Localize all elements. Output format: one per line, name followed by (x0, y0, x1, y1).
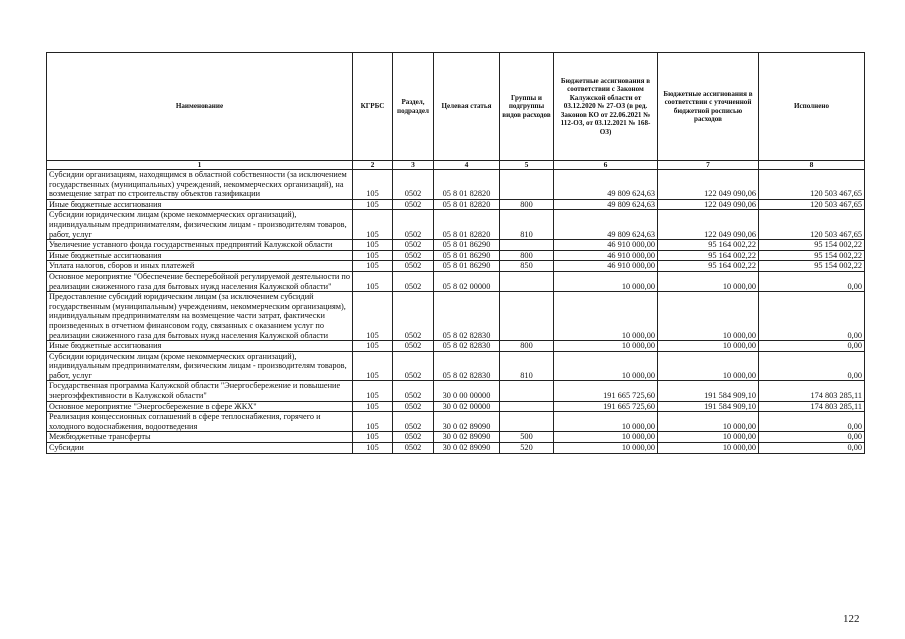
cell-group: 800 (500, 341, 554, 352)
cell-law-amount: 49 809 624,63 (554, 210, 658, 240)
cell-name: Субсидии (47, 443, 353, 454)
header-done: Исполнено (759, 53, 865, 161)
cell-group: 500 (500, 432, 554, 443)
cell-target: 05 8 01 86290 (434, 261, 500, 272)
cell-target: 05 8 02 82830 (434, 341, 500, 352)
cell-section: 0502 (393, 199, 434, 210)
cell-law-amount: 10 000,00 (554, 351, 658, 381)
cell-group (500, 170, 554, 200)
cell-target: 05 8 01 82820 (434, 170, 500, 200)
column-number: 4 (434, 161, 500, 170)
cell-group: 800 (500, 250, 554, 261)
cell-section: 0502 (393, 381, 434, 401)
column-number: 6 (554, 161, 658, 170)
cell-plan-amount: 191 584 909,10 (658, 401, 759, 412)
cell-plan-amount: 122 049 090,06 (658, 210, 759, 240)
table-row (47, 443, 865, 454)
cell-law-amount: 191 665 725,60 (554, 401, 658, 412)
header-section: Раздел, подраздел (393, 53, 434, 161)
table-body (47, 170, 865, 454)
budget-table (46, 52, 865, 454)
cell-group (500, 240, 554, 251)
table-row (47, 170, 865, 200)
cell-plan-amount: 122 049 090,06 (658, 199, 759, 210)
cell-section: 0502 (393, 271, 434, 291)
cell-target: 05 8 02 82830 (434, 292, 500, 341)
header-law: Бюджетные ассигнования в соответствии с Законом Калужской области от 03.12.2020 № 27-ОЗ (в ред. Законов КО от 22.06.2021 № 112-ОЗ, от 03.12.2021 № 168-ОЗ) (554, 53, 658, 161)
table-row (47, 341, 865, 352)
cell-name: Государственная программа Калужской области "Энергосбережение и повышение энергоэффективности в Калужской области" (47, 381, 353, 401)
cell-law-amount: 10 000,00 (554, 292, 658, 341)
cell-group (500, 381, 554, 401)
cell-name: Увеличение уставного фонда государственных предприятий Калужской области (47, 240, 353, 251)
column-number: 3 (393, 161, 434, 170)
cell-executed-amount: 95 154 002,22 (759, 250, 865, 261)
cell-executed-amount: 174 803 285,11 (759, 381, 865, 401)
cell-group: 850 (500, 261, 554, 272)
cell-law-amount: 10 000,00 (554, 412, 658, 432)
table-row (47, 261, 865, 272)
cell-kgrbs: 105 (353, 432, 393, 443)
cell-name: Субсидии юридическим лицам (кроме некоммерческих организаций), индивидуальным предпринимателям, физическим лицам - производителям товаров, работ, услуг (47, 210, 353, 240)
cell-section: 0502 (393, 412, 434, 432)
table-row (47, 250, 865, 261)
cell-name: Основное мероприятие "Энергосбережение в сфере ЖКХ" (47, 401, 353, 412)
table-row (47, 351, 865, 381)
cell-law-amount: 49 809 624,63 (554, 199, 658, 210)
cell-executed-amount: 120 503 467,65 (759, 199, 865, 210)
cell-name: Реализация концессионных соглашений в сфере теплоснабжения, горячего и холодного водоснабжения, водоотведения (47, 412, 353, 432)
header-kgrbs: КГРБС (353, 53, 393, 161)
cell-kgrbs: 105 (353, 443, 393, 454)
cell-plan-amount: 95 164 002,22 (658, 250, 759, 261)
cell-group (500, 292, 554, 341)
cell-group: 810 (500, 210, 554, 240)
cell-name: Уплата налогов, сборов и иных платежей (47, 261, 353, 272)
cell-plan-amount: 95 164 002,22 (658, 240, 759, 251)
cell-kgrbs: 105 (353, 381, 393, 401)
cell-plan-amount: 10 000,00 (658, 341, 759, 352)
table-row (47, 240, 865, 251)
cell-kgrbs: 105 (353, 210, 393, 240)
cell-executed-amount: 0,00 (759, 412, 865, 432)
cell-name: Субсидии организациям, находящимся в областной собственности (за исключением государственных (муниципальных) учреждений, некоммерческих организаций), на возмещение затрат по строительству объектов газификации (47, 170, 353, 200)
cell-law-amount: 10 000,00 (554, 271, 658, 291)
header-row (47, 53, 865, 161)
cell-target: 30 0 00 00000 (434, 381, 500, 401)
cell-name: Иные бюджетные ассигнования (47, 341, 353, 352)
page-number: 122 (843, 613, 860, 625)
table-row (47, 292, 865, 341)
cell-executed-amount: 0,00 (759, 443, 865, 454)
cell-kgrbs: 105 (353, 170, 393, 200)
cell-executed-amount: 120 503 467,65 (759, 170, 865, 200)
cell-law-amount: 10 000,00 (554, 443, 658, 454)
table-row (47, 432, 865, 443)
cell-group (500, 401, 554, 412)
cell-name: Иные бюджетные ассигнования (47, 199, 353, 210)
table-row (47, 381, 865, 401)
header-group: Группы и подгруппы видов расходов (500, 53, 554, 161)
cell-executed-amount: 174 803 285,11 (759, 401, 865, 412)
cell-law-amount: 10 000,00 (554, 341, 658, 352)
cell-law-amount: 46 910 000,00 (554, 240, 658, 251)
cell-plan-amount: 10 000,00 (658, 443, 759, 454)
cell-name: Иные бюджетные ассигнования (47, 250, 353, 261)
header-plan: Бюджетные ассигнования в соответствии с уточненной бюджетной росписью расходов (658, 53, 759, 161)
cell-plan-amount: 10 000,00 (658, 292, 759, 341)
cell-section: 0502 (393, 341, 434, 352)
cell-target: 05 8 02 82830 (434, 351, 500, 381)
cell-target: 05 8 02 00000 (434, 271, 500, 291)
cell-plan-amount: 191 584 909,10 (658, 381, 759, 401)
cell-group (500, 271, 554, 291)
cell-target: 05 8 01 86290 (434, 240, 500, 251)
cell-target: 05 8 01 86290 (434, 250, 500, 261)
cell-plan-amount: 10 000,00 (658, 432, 759, 443)
table-row (47, 210, 865, 240)
cell-kgrbs: 105 (353, 412, 393, 432)
cell-plan-amount: 10 000,00 (658, 271, 759, 291)
cell-plan-amount: 122 049 090,06 (658, 170, 759, 200)
cell-kgrbs: 105 (353, 240, 393, 251)
cell-section: 0502 (393, 351, 434, 381)
cell-law-amount: 46 910 000,00 (554, 261, 658, 272)
cell-section: 0502 (393, 261, 434, 272)
cell-section: 0502 (393, 250, 434, 261)
cell-section: 0502 (393, 292, 434, 341)
cell-executed-amount: 0,00 (759, 271, 865, 291)
cell-kgrbs: 105 (353, 341, 393, 352)
cell-target: 30 0 02 89090 (434, 432, 500, 443)
column-number: 8 (759, 161, 865, 170)
table-row (47, 412, 865, 432)
cell-name: Межбюджетные трансферты (47, 432, 353, 443)
cell-law-amount: 46 910 000,00 (554, 250, 658, 261)
cell-kgrbs: 105 (353, 199, 393, 210)
cell-section: 0502 (393, 443, 434, 454)
cell-section: 0502 (393, 432, 434, 443)
table-row (47, 401, 865, 412)
cell-executed-amount: 95 154 002,22 (759, 261, 865, 272)
cell-executed-amount: 120 503 467,65 (759, 210, 865, 240)
cell-kgrbs: 105 (353, 261, 393, 272)
cell-law-amount: 49 809 624,63 (554, 170, 658, 200)
cell-name: Основное мероприятие "Обеспечение бесперебойной регулируемой деятельности по реализации сжиженного газа для бытовых нужд населения Калужской области" (47, 271, 353, 291)
column-number: 1 (47, 161, 353, 170)
cell-group: 810 (500, 351, 554, 381)
cell-section: 0502 (393, 170, 434, 200)
cell-executed-amount: 95 154 002,22 (759, 240, 865, 251)
cell-group (500, 412, 554, 432)
cell-executed-amount: 0,00 (759, 292, 865, 341)
header-name: Наименование (47, 53, 353, 161)
cell-law-amount: 191 665 725,60 (554, 381, 658, 401)
cell-section: 0502 (393, 401, 434, 412)
cell-target: 30 0 02 89090 (434, 443, 500, 454)
cell-kgrbs: 105 (353, 401, 393, 412)
cell-kgrbs: 105 (353, 250, 393, 261)
column-number: 7 (658, 161, 759, 170)
cell-target: 05 8 01 82820 (434, 199, 500, 210)
cell-group: 800 (500, 199, 554, 210)
cell-name: Предоставление субсидий юридическим лицам (за исключением субсидий государственным (муниципальным) учреждениям, некоммерческим организациям), индивидуальным предпринимателям на возмещение части затрат, фактически произведенных в отчетном финансовом году, связанных с оказанием услуг по реализации сжиженного газа для бытовых нужд населения Калужской области (47, 292, 353, 341)
cell-section: 0502 (393, 240, 434, 251)
cell-plan-amount: 10 000,00 (658, 412, 759, 432)
table-row (47, 199, 865, 210)
cell-executed-amount: 0,00 (759, 432, 865, 443)
cell-kgrbs: 105 (353, 292, 393, 341)
cell-kgrbs: 105 (353, 271, 393, 291)
cell-law-amount: 10 000,00 (554, 432, 658, 443)
column-number: 5 (500, 161, 554, 170)
header-target: Целевая статья (434, 53, 500, 161)
cell-plan-amount: 10 000,00 (658, 351, 759, 381)
cell-target: 30 0 02 00000 (434, 401, 500, 412)
column-number-row (47, 161, 865, 170)
cell-executed-amount: 0,00 (759, 351, 865, 381)
table-row (47, 271, 865, 291)
column-number: 2 (353, 161, 393, 170)
cell-section: 0502 (393, 210, 434, 240)
cell-executed-amount: 0,00 (759, 341, 865, 352)
cell-target: 05 8 01 82820 (434, 210, 500, 240)
cell-name: Субсидии юридическим лицам (кроме некоммерческих организаций), индивидуальным предпринимателям, физическим лицам - производителям товаров, работ, услуг (47, 351, 353, 381)
cell-kgrbs: 105 (353, 351, 393, 381)
cell-target: 30 0 02 89090 (434, 412, 500, 432)
cell-plan-amount: 95 164 002,22 (658, 261, 759, 272)
cell-group: 520 (500, 443, 554, 454)
